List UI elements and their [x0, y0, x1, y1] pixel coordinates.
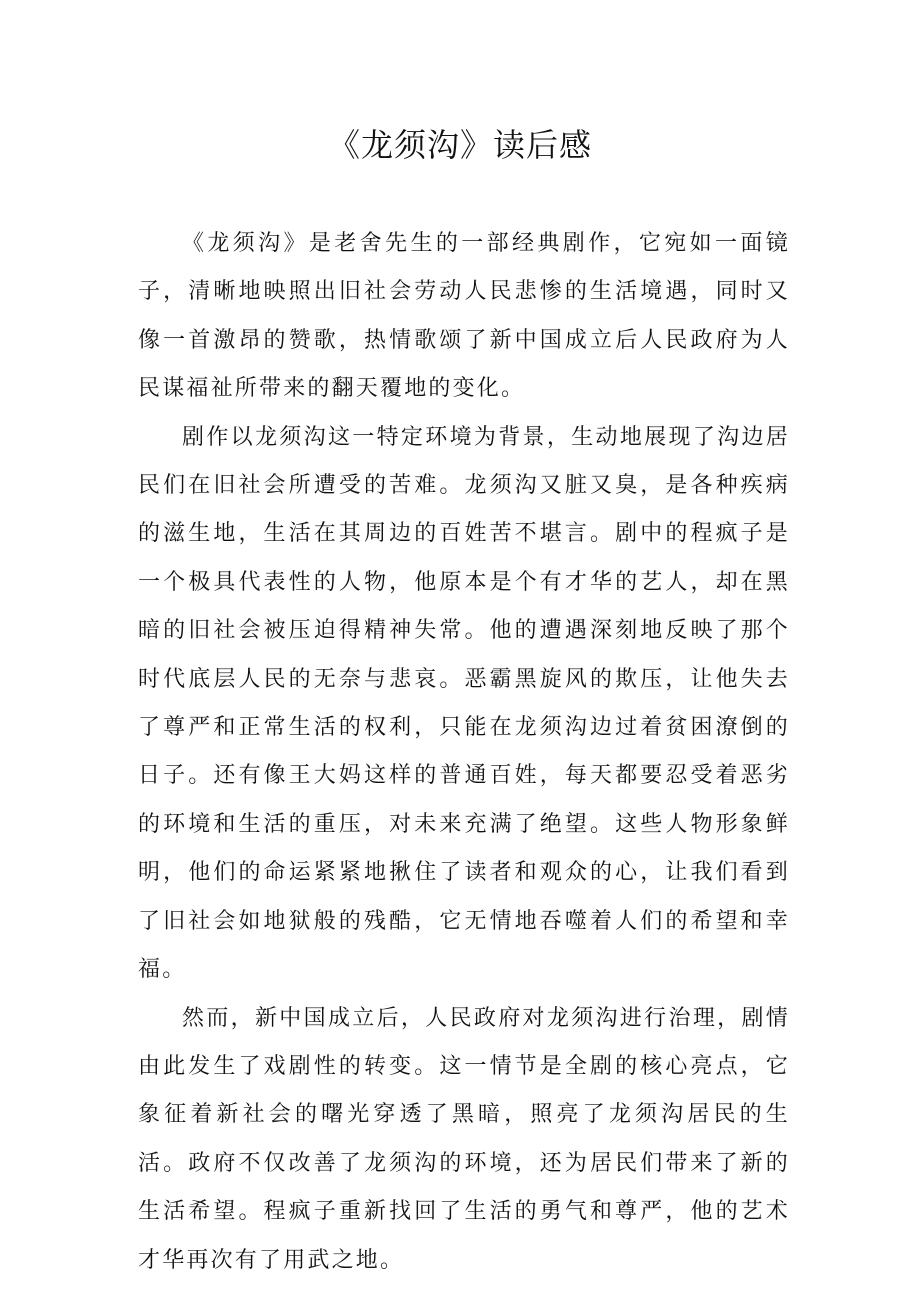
paragraph-2: 剧作以龙须沟这一特定环境为背景，生动地展现了沟边居民们在旧社会所遭受的苦难。龙须沟又脏又臭，是各种疾病的滋生地，生活在其周边的百姓苦不堪言。剧中的程疯子是一个极具代表性的人物，他原本是个有才华的艺人，却在黑暗的旧社会被压迫得精神失常。他的遭遇深刻地反映了那个时代底层人民的无奈与悲哀。恶霸黑旋风的欺压，让他失去了尊严和正常生活的权利，只能在龙须沟边过着贫困潦倒的日子。还有像王大妈这样的普通百姓，每天都要忍受着恶劣的环境和生活的重压，对未来充满了绝望。这些人物形象鲜明，他们的命运紧紧地揪住了读者和观众的心，让我们看到了旧社会如地狱般的残酷，它无情地吞噬着人们的希望和幸福。 [138, 424, 790, 983]
paragraph-1: 《龙须沟》是老舍先生的一部经典剧作，它宛如一面镜子，清晰地映照出旧社会劳动人民悲惨的生活境遇，同时又像一首激昂的赞歌，热情歌颂了新中国成立后人民政府为人民谋福祉所带来的翻天覆地的变化。 [138, 231, 790, 402]
document-title: 《龙须沟》读后感 [327, 126, 592, 164]
document-body [138, 220, 790, 1285]
paragraph-3: 然而，新中国成立后，人民政府对龙须沟进行治理，剧情由此发生了戏剧性的转变。这一情节是全剧的核心亮点，它象征着新社会的曙光穿透了黑暗，照亮了龙须沟居民的生活。政府不仅改善了龙须沟的环境，还为居民们带来了新的生活希望。程疯子重新找回了生活的勇气和尊严，他的艺术才华再次有了用武之地。 [138, 1005, 790, 1273]
